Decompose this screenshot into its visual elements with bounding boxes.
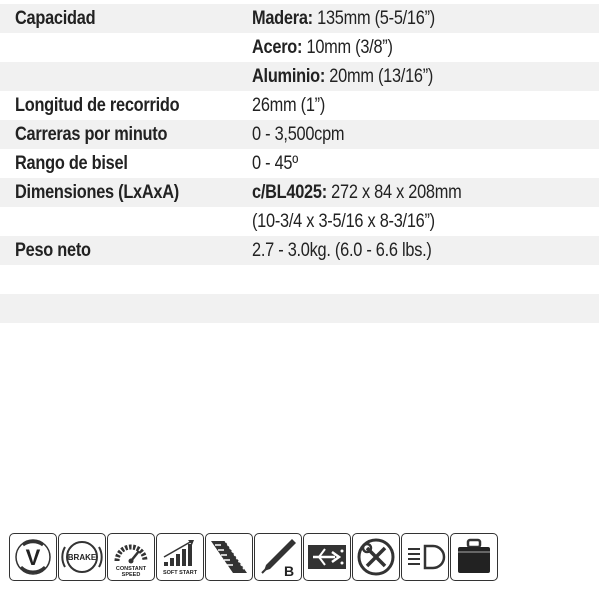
spec-value: Madera: 135mm (5-5/16”) [252, 8, 435, 29]
spec-label: Carreras por minuto [15, 124, 168, 145]
spec-row [0, 4, 599, 33]
spec-value: c/BL4025: 272 x 84 x 208mm [252, 182, 462, 203]
spec-row [0, 120, 599, 149]
spec-value: 0 - 3,500cpm [252, 124, 345, 145]
spec-label: Rango de bisel [15, 153, 128, 174]
spec-label: Peso neto [15, 240, 91, 261]
tool-less-blade-change-icon [352, 533, 400, 581]
orbital-action-icon [205, 533, 253, 581]
spec-value: 0 - 45º [252, 153, 298, 174]
led-light-icon [401, 533, 449, 581]
spec-row [0, 236, 599, 265]
spec-row [0, 33, 599, 62]
brake-icon [58, 533, 106, 581]
svg-text:V: V [25, 545, 41, 570]
spec-label: Longitud de recorrido [15, 95, 180, 116]
spec-row [0, 62, 599, 91]
spec-row [0, 91, 599, 120]
b-type-blade-icon [254, 533, 302, 581]
spec-row [0, 294, 599, 323]
spec-value: 2.7 - 3.0kg. (6.0 - 6.6 lbs.) [252, 240, 432, 261]
carrying-case-icon [450, 533, 498, 581]
spec-label: Dimensiones (LxAxA) [15, 182, 179, 203]
spec-row [0, 207, 599, 236]
spec-table [0, 4, 599, 323]
spec-value: 26mm (1”) [252, 95, 326, 116]
svg-text:SPEED: SPEED [121, 572, 141, 578]
svg-text:CONSTANT: CONSTANT [115, 566, 147, 572]
feature-icon-strip [9, 533, 498, 581]
constant-speed-icon [107, 533, 155, 581]
spec-label: Capacidad [15, 8, 96, 29]
svg-text:BRAKE: BRAKE [67, 553, 97, 562]
spec-row [0, 178, 599, 207]
dust-blower-icon [303, 533, 351, 581]
spec-row [0, 149, 599, 178]
svg-text:B: B [283, 563, 295, 579]
soft-start-icon [156, 533, 204, 581]
spec-value: (10-3/4 x 3-5/16 x 8-3/16”) [252, 211, 435, 232]
spec-value: Aluminio: 20mm (13/16”) [252, 66, 434, 87]
spec-value: Acero: 10mm (3/8”) [252, 37, 393, 58]
spec-row [0, 265, 599, 294]
svg-text:SOFT START: SOFT START [162, 570, 198, 576]
variable-speed-icon [9, 533, 57, 581]
